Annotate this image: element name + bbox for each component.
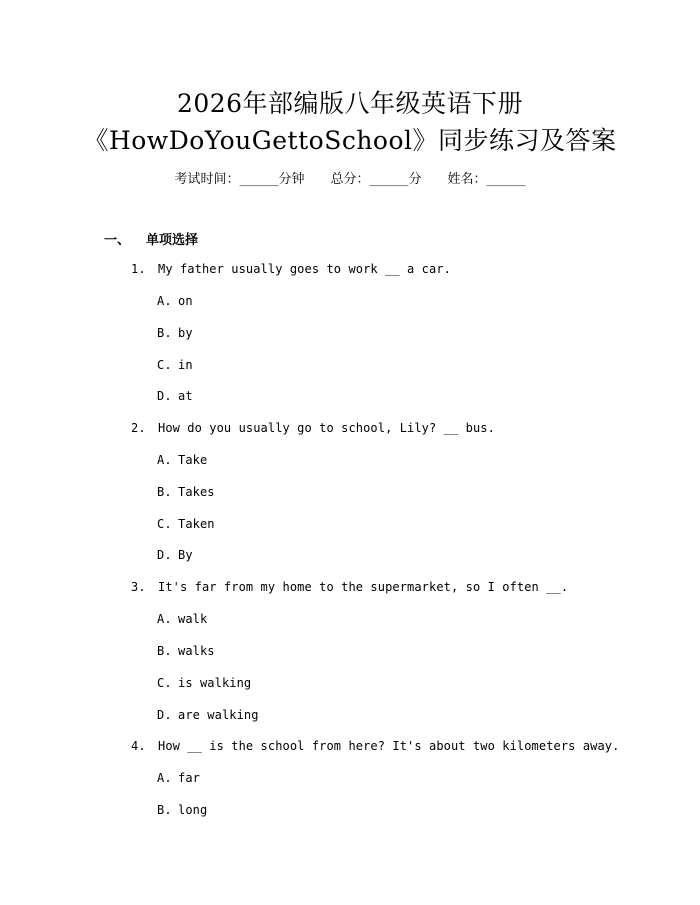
option-key: B. <box>157 644 172 658</box>
option-key: A. <box>157 771 172 785</box>
option-key: C. <box>157 358 172 372</box>
option <box>157 708 259 722</box>
option-text: on <box>178 294 193 308</box>
option-text: at <box>178 389 193 403</box>
section-number: 一、 <box>104 233 131 248</box>
question-text: How __ is the school from here? It's about two kilometers away. <box>158 739 620 753</box>
option <box>157 326 193 340</box>
option-text: far <box>178 771 200 785</box>
option <box>157 676 251 690</box>
page-title-line-1: 2026年部编版八年级英语下册 <box>176 89 524 118</box>
option-key: A. <box>157 612 172 626</box>
option-text: walks <box>178 644 215 658</box>
option-key: D. <box>157 708 172 722</box>
option <box>157 548 193 562</box>
option-text: By <box>178 548 193 562</box>
section-heading <box>104 229 198 248</box>
option-text: by <box>178 326 193 340</box>
question-number: 2. <box>131 421 146 435</box>
option-text: Takes <box>178 485 215 499</box>
option-key: B. <box>157 485 172 499</box>
exam-info-row <box>0 168 700 187</box>
option-text: is walking <box>178 676 252 690</box>
option <box>157 389 193 403</box>
total-score: 总分：______分 <box>330 172 422 187</box>
option-key: C. <box>157 517 172 531</box>
question-text: It's far from my home to the supermarket, so I often __. <box>158 580 569 594</box>
section-title: 单项选择 <box>146 233 199 248</box>
option-key: D. <box>157 548 172 562</box>
option <box>157 517 215 531</box>
exam-time: 考试时间：______分钟 <box>174 172 305 187</box>
page-title-line-2: 《HowDoYouGettoSchool》同步练习及答案 <box>83 126 617 155</box>
option <box>157 294 193 308</box>
option <box>157 803 207 817</box>
option <box>157 453 207 467</box>
option <box>157 485 215 499</box>
option-key: B. <box>157 326 172 340</box>
option-text: Taken <box>178 517 215 531</box>
option-text: long <box>178 803 208 817</box>
question-number: 3. <box>131 580 146 594</box>
option-text: are walking <box>178 708 259 722</box>
question <box>131 421 495 435</box>
question <box>131 262 451 276</box>
question <box>131 580 568 594</box>
question-number: 1. <box>131 262 146 276</box>
option-key: B. <box>157 803 172 817</box>
option-key: A. <box>157 294 172 308</box>
option-text: Take <box>178 453 208 467</box>
question-number: 4. <box>131 739 146 753</box>
option <box>157 358 193 372</box>
option-key: A. <box>157 453 172 467</box>
option <box>157 644 215 658</box>
option <box>157 612 207 626</box>
question-text: How do you usually go to school, Lily? __ bus. <box>158 421 495 435</box>
option-text: in <box>178 358 193 372</box>
option-text: walk <box>178 612 208 626</box>
option-key: D. <box>157 389 172 403</box>
option <box>157 771 200 785</box>
student-name: 姓名：______ <box>447 172 526 187</box>
question <box>131 739 619 753</box>
option-key: C. <box>157 676 172 690</box>
question-text: My father usually goes to work __ a car. <box>158 262 451 276</box>
